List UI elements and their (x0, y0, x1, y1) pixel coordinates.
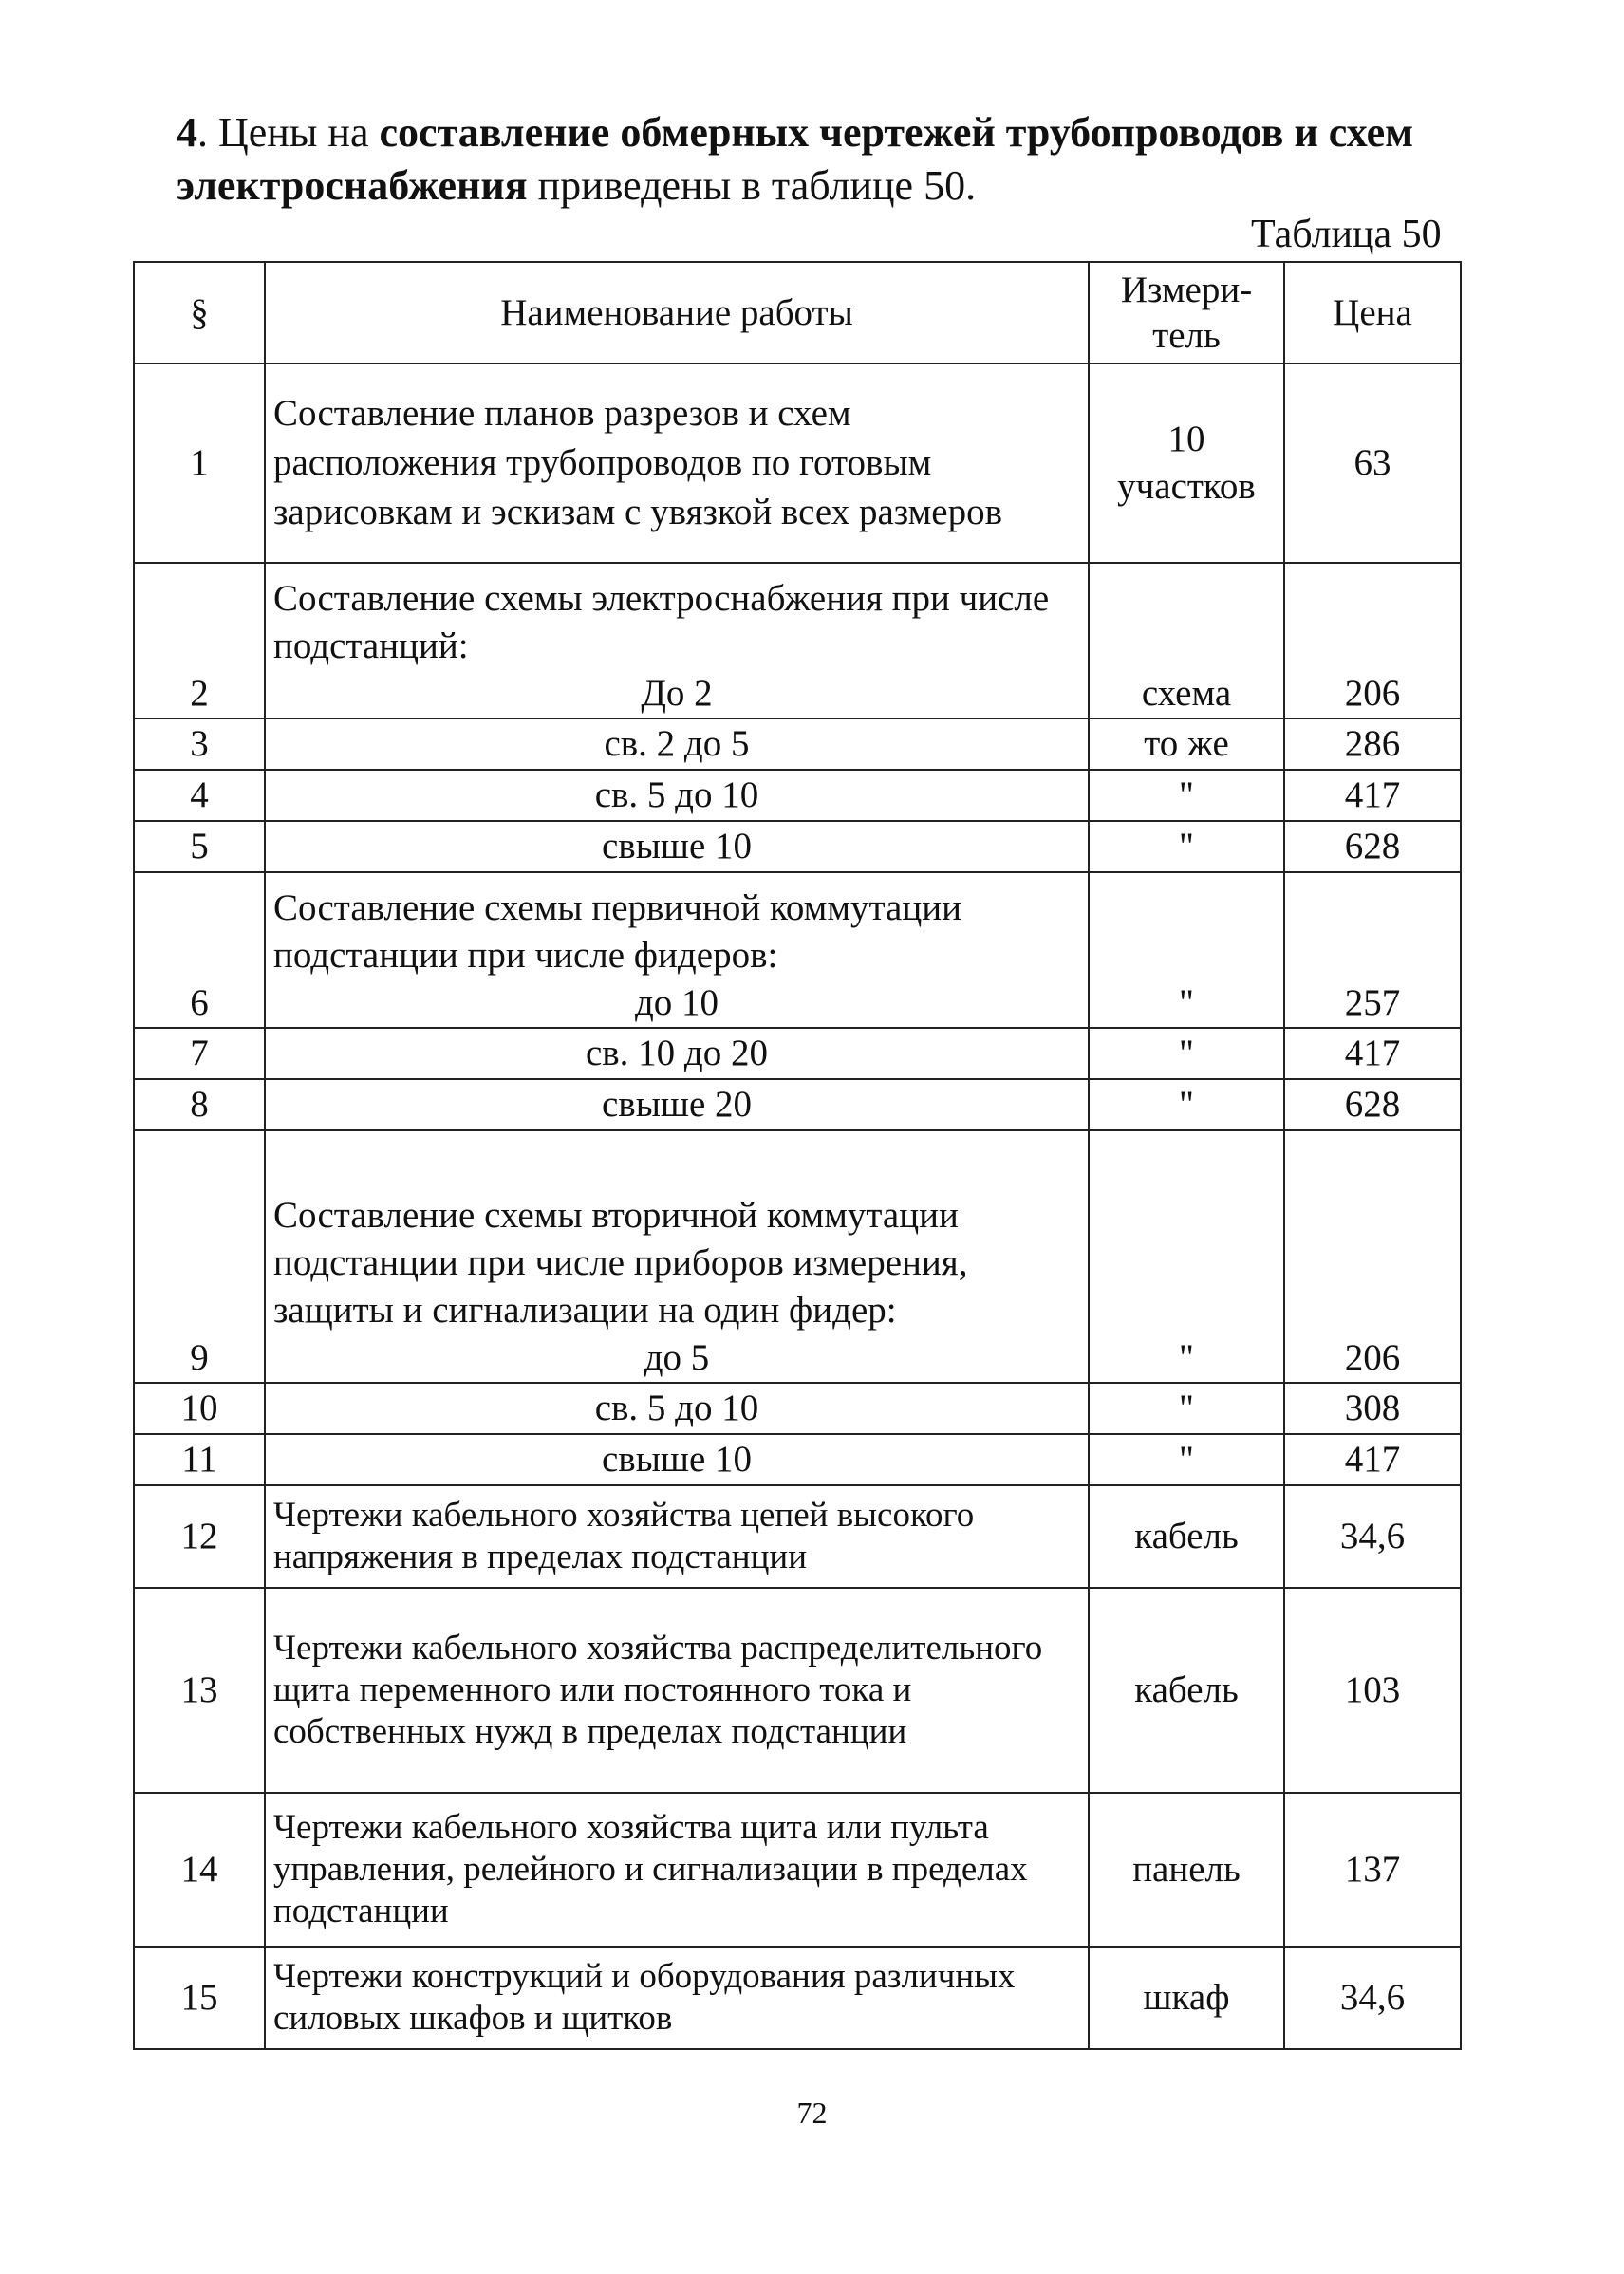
price: 103 (1284, 1588, 1461, 1793)
price: 286 (1284, 718, 1461, 770)
row-number: 4 (134, 770, 265, 821)
header-unit (1089, 262, 1284, 363)
unit: то же (1089, 718, 1284, 770)
price: 628 (1284, 821, 1461, 872)
unit: " (1089, 872, 1284, 1028)
intro-prefix: . Цены на (197, 109, 380, 156)
table-row (134, 872, 1461, 1028)
table-caption: Таблица 50 (1251, 213, 1442, 256)
work-name (265, 563, 1089, 718)
work-name (265, 1130, 1089, 1383)
price: 628 (1284, 1079, 1461, 1130)
table-row (134, 1434, 1461, 1485)
work-name (265, 872, 1089, 1028)
price: 34,6 (1284, 1485, 1461, 1588)
row-number: 13 (134, 1588, 265, 1793)
header-unit-line2: тель (1152, 314, 1221, 356)
table-row (134, 1588, 1461, 1793)
table-row (134, 821, 1461, 872)
unit: " (1089, 1028, 1284, 1079)
row-number: 2 (134, 563, 265, 718)
row-number: 1 (134, 363, 265, 563)
work-subitem: до 5 (644, 1337, 710, 1378)
price: 206 (1284, 1130, 1461, 1383)
table-row (134, 1130, 1461, 1383)
row-number: 6 (134, 872, 265, 1028)
work-subitem: свыше 10 (265, 821, 1089, 872)
work-subitem: до 10 (634, 982, 719, 1023)
price: 137 (1284, 1793, 1461, 1947)
unit: кабель (1089, 1485, 1284, 1588)
row-number: 9 (134, 1130, 265, 1383)
work-subitem: св. 2 до 5 (265, 718, 1089, 770)
unit-line2: участков (1117, 466, 1256, 507)
work-group-title: Составление схемы первичной коммутации подстанции при числе фидеров: (273, 887, 961, 976)
row-number: 7 (134, 1028, 265, 1079)
item-number: 4 (177, 109, 197, 156)
intro-bold-subject: составление обмерных чертежей трубопроводов и схем электроснабжения (177, 109, 1414, 209)
unit: панель (1089, 1793, 1284, 1947)
work-subitem: свыше 20 (265, 1079, 1089, 1130)
price: 308 (1284, 1383, 1461, 1434)
row-number: 3 (134, 718, 265, 770)
header-unit-line1: Измери- (1120, 269, 1253, 310)
price: 257 (1284, 872, 1461, 1028)
table-row (134, 1793, 1461, 1947)
table-row (134, 1079, 1461, 1130)
work-subitem: До 2 (641, 673, 713, 714)
row-number: 12 (134, 1485, 265, 1588)
table-row (134, 1947, 1461, 2049)
price: 206 (1284, 563, 1461, 718)
intro-suffix: приведены в таблице 50. (527, 162, 977, 209)
table-row (134, 1028, 1461, 1079)
table-row (134, 770, 1461, 821)
unit: " (1089, 770, 1284, 821)
header-section: § (134, 262, 265, 363)
work-subitem: св. 10 до 20 (265, 1028, 1089, 1079)
table-row (134, 718, 1461, 770)
work-group-title: Составление схемы электроснабжения при числе подстанций: (273, 578, 1050, 666)
row-number: 11 (134, 1434, 265, 1485)
unit: кабель (1089, 1588, 1284, 1793)
page-number: 72 (796, 2096, 828, 2130)
unit: шкаф (1089, 1947, 1284, 2049)
table-row (134, 1383, 1461, 1434)
header-work-name: Наименование работы (265, 262, 1089, 363)
row-number: 15 (134, 1947, 265, 2049)
unit: " (1089, 1130, 1284, 1383)
row-number: 5 (134, 821, 265, 872)
work-subitem: св. 5 до 10 (265, 770, 1089, 821)
unit: схема (1089, 563, 1284, 718)
intro-paragraph (177, 106, 1458, 213)
price-table (133, 261, 1462, 2050)
price: 417 (1284, 1434, 1461, 1485)
row-number: 8 (134, 1079, 265, 1130)
work-name: Чертежи конструкций и оборудования различных силовых шкафов и щитков (265, 1947, 1089, 2049)
price: 417 (1284, 1028, 1461, 1079)
header-price: Цена (1284, 262, 1461, 363)
work-group-title: Составление схемы вторичной коммутации подстанции при числе приборов измерения, защиты и сигнализации на один фидер: (273, 1195, 968, 1331)
unit: " (1089, 1383, 1284, 1434)
table-row (134, 363, 1461, 563)
work-name: Чертежи кабельного хозяйства распределительного щита переменного или постоянного тока и собственных нужд в пределах подстанции (265, 1588, 1089, 1793)
unit-line1: 10 (1167, 419, 1205, 459)
price: 417 (1284, 770, 1461, 821)
work-subitem: свыше 10 (265, 1434, 1089, 1485)
unit: " (1089, 821, 1284, 872)
price: 63 (1284, 363, 1461, 563)
work-subitem: св. 5 до 10 (265, 1383, 1089, 1434)
table-row (134, 1485, 1461, 1588)
unit: " (1089, 1434, 1284, 1485)
table-row (134, 563, 1461, 718)
unit: " (1089, 1079, 1284, 1130)
price: 34,6 (1284, 1947, 1461, 2049)
table-header-row (134, 262, 1461, 363)
row-number: 10 (134, 1383, 265, 1434)
work-name: Чертежи кабельного хозяйства цепей высокого напряжения в пределах подстанции (265, 1485, 1089, 1588)
unit (1089, 363, 1284, 563)
work-name: Чертежи кабельного хозяйства щита или пульта управления, релейного и сигнализации в пределах подстанции (265, 1793, 1089, 1947)
work-name: Составление планов разрезов и схем расположения трубопроводов по готовым зарисовкам и эскизам с увязкой всех размеров (265, 363, 1089, 563)
row-number: 14 (134, 1793, 265, 1947)
